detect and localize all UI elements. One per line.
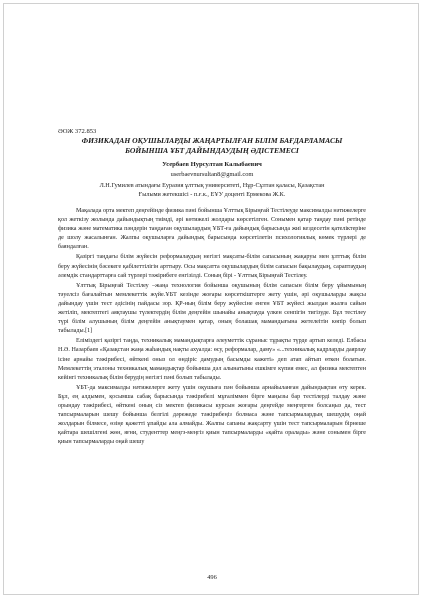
body-paragraph: ҰБТ-да максималды нәтижелерге жету үшін оқушыға пән бойынша арнайыланған дайындықтан өту керек. Бұл, ең алдымен, қосымша сабақ барысында тәжірибелі мұғаліммен бірге маңызы бар тестілерді талдау және орындау тәжірибесі, өйткені оның сіз мектеп физикасы курсын жоғары деңгейде меңгерген болсаңыз да, тест тапсырмаларын шешу бойынша белгілі дәрежеде тәжірибеңіз болмаса және тапсырмалардың шешудің оңай жолдарын білмесе, өзіңе қажетті ұпайды ала алмайды. Жалпы сапаны жақсарту үшін тест тапсырмаларын бірнеше қайтара шешілгені жөн, яғни, студенттер меңгз-меңгіз қиын тапсырмаларды «қайта оралады» және сонымен бірге қиын тапсырмаларды оңай шешу <box>58 384 366 446</box>
affiliation-line: Л.Н.Гумилев атындағы Еуразия ұлттық университеті, Нұр-Сұлтан қаласы, Қазақстан <box>99 182 325 189</box>
page-number: 496 <box>207 574 217 581</box>
body-paragraph: Ұлттық Бірыңғай Тестілеу –жаңа технология бойынша оқушының білім сапасын білім беру ұйымының тәуелсіз бағалайтын мемлекеттік жүйе.ҰБТ кезінде жоғары көрсеткіштерге жету үшін, әрі оқушыларды жақсы дайындау үшін тест әдісінің пайдасы зор. ҚР-ның білім беру жүйесіне енген ҰБТ жүйесі жылдан жылға сайын жетіліп, мектептегі аяқтаушы түлектердің білім деңгейін шынайы анықтауда үлкен сенпігін тигізуде. Бұл тестілеу түрі білім алушының білім деңгейін анықтаумен қатар, оның болашақ мамандығына жетелеітін көпір болып табылады.[1] <box>58 282 366 335</box>
affiliation <box>58 181 366 199</box>
title-line: ФИЗИКАДАН ОҚУШЫЛАРДЫ ЖАҢАРТЫЛҒАН БІЛІМ БАҒДАРЛАМАСЫ <box>81 136 343 145</box>
author-name: Усербаев Нурсултан Калыбаевич <box>162 161 262 168</box>
body-paragraph: Қазіргі таңдағы білім жүйесін реформалаудың негізгі мақсаты-білім сапасының жақаруы мен ұлттық білім беру жүйесінің бәсекеге қабілеттілігін арттыру. Осы мақсатта оқушылардың білім сапасын бақылаудың, сараптаудың әлемдік стандарттарға сай түрлері тәжірибеге енгізілді. Соның бірі - Ұлттық Бірыңғай Тестілеу. <box>58 254 366 279</box>
body-paragraph: Мақалада орта мектеп деңгейінде физика пәні бойынша Ұлттық Бірыңғай Тестілеуде максималды нәтижелерге қол жеткізу жолында дайындықтың тиімді, әрі көтижелі жолдары көрсетілген. Сонымен қатар таңдау пәні ретінде физика және математика пәндерін таңдаған оқушылардың ҰБТ-ға дайындық барысында жиі кездесетін қателіктеріне де шолу жасалынған. Жалпы оқушыларға дайындық барысында көрсетілетін психологиялық көмек түрлері де баяндалған. <box>58 208 366 251</box>
article-body <box>58 207 366 448</box>
title-line: БОЙЫНША ҰБТ ДАЙЫНДАУДЫҢ ӘДІСТЕМЕСІ <box>125 146 299 155</box>
supervisor-line: Ғылыми жетекшісі - п.ғ.к., ЕҰУ доценті Ермекова Ж.К. <box>138 191 286 198</box>
udc-code: ӘОЖ 372.853 <box>58 128 97 135</box>
body-paragraph: Еліміздегі қазіргі таңда, техникалық мамандықтарға әлеуметтік сұраныс тұрақты түрде артып келеді. Елбасы Н.Ә. Назарбаев «Қазақстан жаңа жаһандық нақты ахуалда: өсу, реформалар, даму» «...техникалық кадрларды даярлау ісіне арнайы тәжірибесі, өйткені оныз ол өндіріс дамудың басымды кажеті» деп атап айтып өткен болатын. Мемлекеттің эталоны техникалық мамандықтар бойынша дəл алынатыны ешкімге күпия емес, ал физика мектептен кейінгі техникалық білім берудің негізгі пәні болып табылады. <box>58 338 366 381</box>
author-email: userbaevnursultan8@gmail.com <box>170 171 254 178</box>
article-title <box>58 136 366 156</box>
